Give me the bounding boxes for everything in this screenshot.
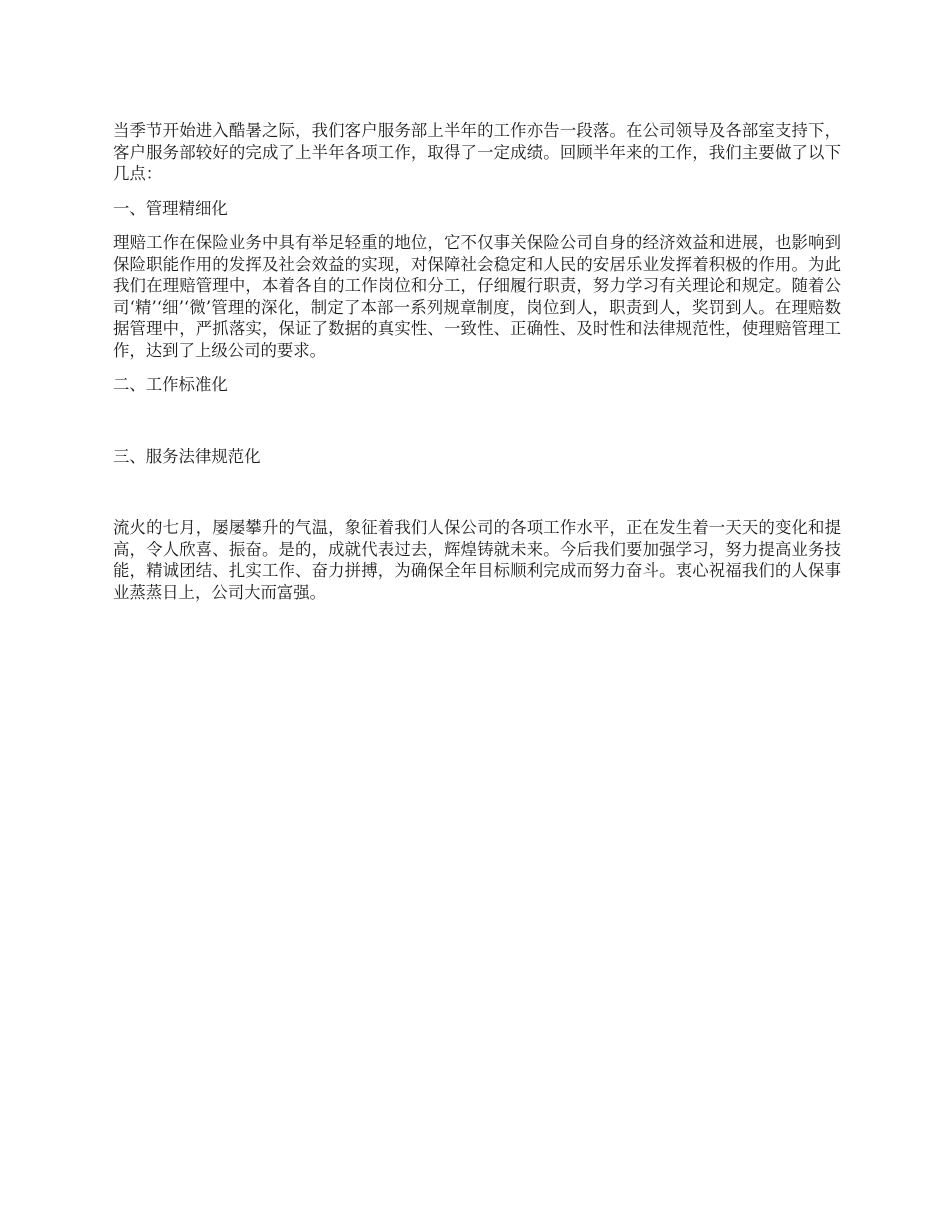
- section-heading-legal-service: 三、服务法律规范化: [113, 446, 261, 466]
- document-page: [113, 120, 841, 603]
- section-body-management: 理赔工作在保险业务中具有举足轻重的地位，它不仅事关保险公司自身的经济效益和进展，也影响到保险职能作用的发挥及社会效益的实现，对保障社会稳定和人民的安居乐业发挥着积极的作用。为此我们在理赔管理中，本着各自的工作岗位和分工，仔细履行职责，努力学习有关理论和规定。随着公司‘精’‘细’‘微’管理的深化，制定了本部一系列规章制度，岗位到人，职责到人，奖罚到人。在理赔数据管理中，严抓落实，保证了数据的真实性、一致性、正确性、及时性和法律规范性，使理赔管理工作，达到了上级公司的要求。: [113, 233, 841, 360]
- intro-paragraph: 当季节开始进入酷暑之际，我们客户服务部上半年的工作亦告一段落。在公司领导及各部室支持下，客户服务部较好的完成了上半年各项工作，取得了一定成绩。回顾半年来的工作，我们主要做了以下几点：: [113, 121, 841, 183]
- closing-paragraph: 流火的七月，屡屡攀升的气温，象征着我们人保公司的各项工作水平，正在发生着一天天的变化和提高，令人欣喜、振奋。是的，成就代表过去，辉煌铸就未来。今后我们要加强学习，努力提高业务技能，精诚团结、扎实工作、奋力拼搏，为确保全年目标顺利完成而努力奋斗。衷心祝福我们的人保事业蒸蒸日上，公司大而富强。: [113, 518, 841, 602]
- section-heading-management: 一、管理精细化: [113, 198, 228, 218]
- section-heading-standardization: 二、工作标准化: [113, 375, 228, 394]
